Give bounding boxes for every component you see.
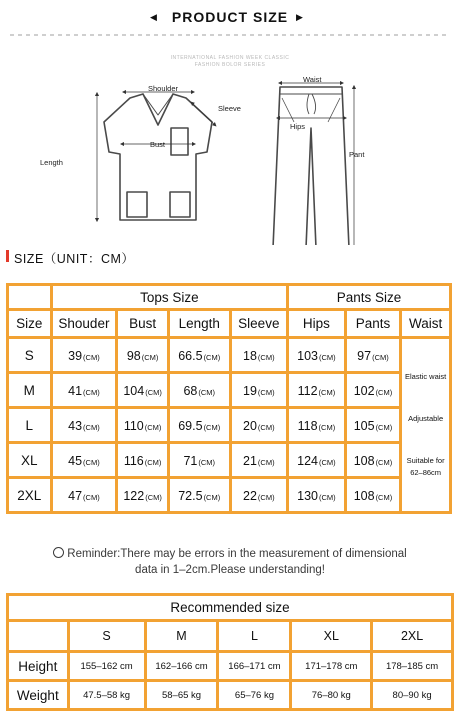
accent-bar <box>6 250 9 262</box>
unit-label: (CM) <box>144 422 162 432</box>
sleeve-value: 18 <box>243 348 257 363</box>
subtitle-line-1: INTERNATIONAL FASHION WEEK CLASSIC <box>170 55 290 61</box>
length-label: Length <box>40 158 63 167</box>
rec-size-xl: XL <box>291 621 372 652</box>
hips-value: 103 <box>297 348 318 363</box>
garment-diagram <box>0 70 460 245</box>
unit-label: (CM) <box>372 352 389 362</box>
size-cell: M <box>8 373 52 408</box>
length-value: 69.5 <box>178 418 203 433</box>
pants-value: 105 <box>353 418 375 433</box>
length-value: 68 <box>183 383 198 398</box>
unit-label: (CM) <box>375 457 393 467</box>
page-header <box>0 0 460 34</box>
unit-label: (CM) <box>375 492 393 502</box>
recommended-title-row <box>8 595 453 621</box>
bust-value: 110 <box>123 418 144 433</box>
waist-label: Waist <box>303 75 322 84</box>
unit-label: (CM) <box>83 352 100 362</box>
length-value: 71 <box>183 453 198 468</box>
subtitle-line-2: FASHION BOLOR SERIES <box>194 62 266 68</box>
length-value: 66.5 <box>178 348 203 363</box>
waist-note-elastic: Elastic waist <box>405 372 447 381</box>
waist-note-range: Suitable for 62–86cm <box>406 456 445 477</box>
page-title: PRODUCT SIZE <box>171 9 289 25</box>
table-row <box>8 443 451 478</box>
weight-label: Weight <box>8 681 69 710</box>
hips-value: 124 <box>297 453 318 468</box>
size-cell: S <box>8 338 52 373</box>
unit-label: (CM) <box>257 352 275 362</box>
table-row <box>8 478 451 513</box>
unit-label: (CM) <box>198 387 216 397</box>
unit-label: (CM) <box>257 422 275 432</box>
height-value: 171–178 cm <box>291 652 372 681</box>
waist-note-adjustable: Adjustable <box>408 414 444 423</box>
col-header-hips: Hips <box>288 310 346 338</box>
length-value: 72.5 <box>178 488 203 503</box>
unit-label: (CM) <box>203 492 221 502</box>
unit-label: (CM) <box>257 492 275 502</box>
col-header-pants: Pants <box>345 310 401 338</box>
sleeve-measure-line <box>192 103 215 125</box>
size-cell: L <box>8 408 52 443</box>
sleeve-label: Sleeve <box>218 104 241 113</box>
unit-label: (CM) <box>375 387 393 397</box>
reminder-note <box>0 546 460 578</box>
smiley-icon <box>53 547 64 558</box>
weight-value: 65–76 kg <box>218 681 291 710</box>
weight-row <box>8 681 453 710</box>
height-label: Height <box>8 652 69 681</box>
shoulder-value: 43 <box>68 418 83 433</box>
weight-value: 76–80 kg <box>291 681 372 710</box>
hips-value: 118 <box>297 418 318 433</box>
pants-value: 102 <box>353 383 375 398</box>
corner-cell <box>8 285 52 310</box>
col-header-size: Size <box>8 310 52 338</box>
unit-label: (CM) <box>375 422 393 432</box>
rec-size-m: M <box>145 621 218 652</box>
col-header-bust: Bust <box>117 310 169 338</box>
weight-value: 47.5–58 kg <box>68 681 145 710</box>
pants-value: 97 <box>357 348 372 363</box>
bust-label: Bust <box>150 140 166 149</box>
size-cell: 2XL <box>8 478 52 513</box>
table-group-header <box>8 285 451 310</box>
height-value: 166–171 cm <box>218 652 291 681</box>
unit-label: (CM) <box>83 457 100 467</box>
unit-label: (CM) <box>318 457 336 467</box>
recommended-size-table <box>6 593 454 711</box>
sleeve-value: 21 <box>243 453 257 468</box>
height-value: 178–185 cm <box>372 652 453 681</box>
height-value: 155–162 cm <box>68 652 145 681</box>
height-value: 162–166 cm <box>145 652 218 681</box>
unit-label: (CM) <box>83 422 100 432</box>
pants-size-heading: Pants Size <box>288 285 451 310</box>
left-arrow-icon: ◀ <box>150 12 157 22</box>
rec-size-l: L <box>218 621 291 652</box>
sleeve-value: 19 <box>243 383 257 398</box>
right-arrow-icon: ▶ <box>296 12 303 22</box>
hips-label: Hips <box>290 122 306 131</box>
table-row <box>8 373 451 408</box>
col-header-sleeve: Sleeve <box>230 310 288 338</box>
table-row <box>8 408 451 443</box>
unit-label: (CM) <box>198 457 216 467</box>
shoulder-value: 47 <box>68 488 83 503</box>
unit-label: (CM) <box>318 387 336 397</box>
sleeve-value: 20 <box>243 418 257 433</box>
hips-value: 112 <box>297 383 318 398</box>
shoulder-label: Shoulder <box>148 84 179 93</box>
unit-label: (CM) <box>203 352 221 362</box>
unit-label: (CM) <box>145 387 162 397</box>
rec-size-2xl: 2XL <box>372 621 453 652</box>
waist-notes-cell <box>401 338 451 513</box>
unit-label: (CM) <box>318 492 336 502</box>
shoulder-value: 39 <box>68 348 83 363</box>
shoulder-value: 45 <box>68 453 83 468</box>
recommended-title: Recommended size <box>8 595 453 621</box>
corner-cell <box>8 621 69 652</box>
table-column-header <box>8 310 451 338</box>
weight-value: 80–90 kg <box>372 681 453 710</box>
size-section-title: SIZE（UNIT：CM） <box>14 252 135 266</box>
size-table <box>6 283 452 514</box>
pants-value: 108 <box>353 453 375 468</box>
pants-value: 108 <box>353 488 375 503</box>
unit-label: (CM) <box>257 457 275 467</box>
reminder-line-1: Reminder:There may be errors in the measurement of dimensional <box>67 548 407 560</box>
col-header-waist: Waist <box>401 310 451 338</box>
unit-label: (CM) <box>257 387 275 397</box>
shoulder-value: 41 <box>68 383 83 398</box>
tops-size-heading: Tops Size <box>51 285 288 310</box>
col-header-shoulder: Shouder <box>51 310 117 338</box>
unit-label: (CM) <box>83 492 100 502</box>
scrub-pants-outline <box>273 87 349 245</box>
bust-value: 116 <box>123 453 144 468</box>
pant-label: Pant <box>349 150 365 159</box>
header-divider <box>10 34 450 36</box>
unit-label: (CM) <box>203 422 221 432</box>
bust-value: 104 <box>123 383 145 398</box>
unit-label: (CM) <box>145 492 162 502</box>
reminder-line-2: data in 1–2cm.Please understanding! <box>135 564 325 576</box>
scrub-top-outline <box>104 94 212 220</box>
sleeve-value: 22 <box>243 488 257 503</box>
col-header-length: Length <box>168 310 230 338</box>
bust-value: 122 <box>123 488 145 503</box>
rec-size-s: S <box>68 621 145 652</box>
unit-label: (CM) <box>144 457 162 467</box>
recommended-size-row <box>8 621 453 652</box>
table-row <box>8 338 451 373</box>
hips-value: 130 <box>297 488 318 503</box>
unit-label: (CM) <box>83 387 100 397</box>
weight-value: 58–65 kg <box>145 681 218 710</box>
bust-value: 98 <box>126 348 141 363</box>
unit-label: (CM) <box>141 352 159 362</box>
size-cell: XL <box>8 443 52 478</box>
unit-label: (CM) <box>318 422 336 432</box>
height-row <box>8 652 453 681</box>
unit-label: (CM) <box>318 352 336 362</box>
